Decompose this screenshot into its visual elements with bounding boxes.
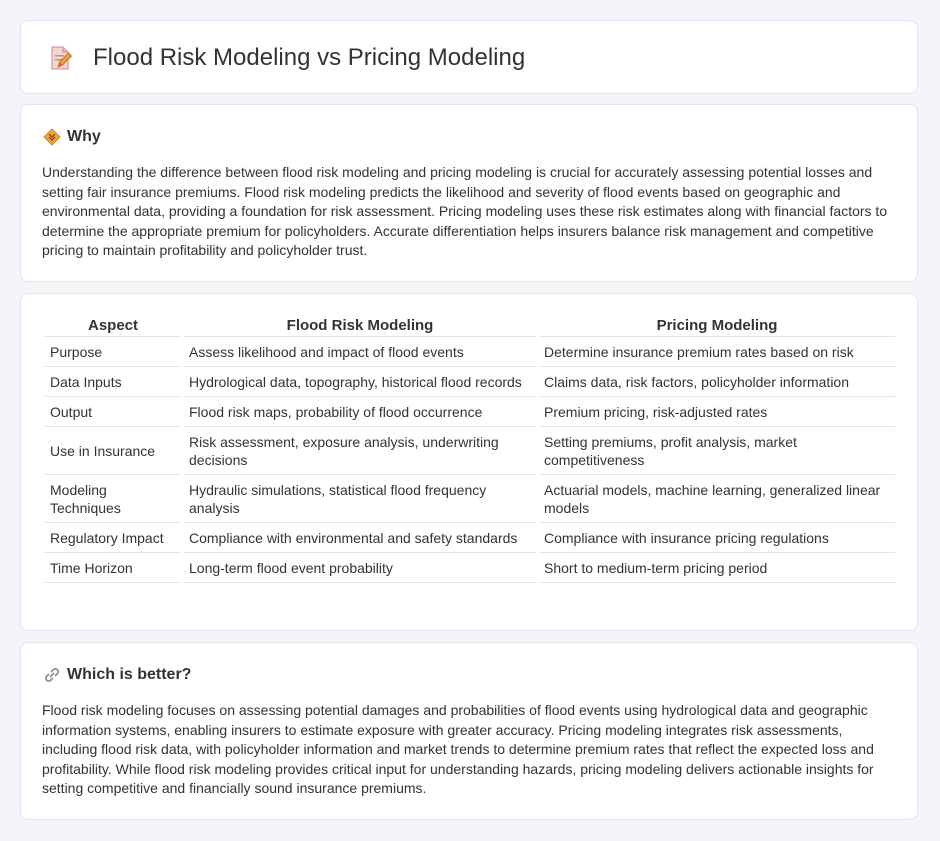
table-cell: Flood risk maps, probability of flood occurrence	[184, 397, 536, 427]
diamond-warning-icon	[43, 128, 61, 146]
table-cell: Hydraulic simulations, statistical flood frequency analysis	[184, 475, 536, 523]
column-header: Aspect	[45, 316, 181, 337]
table-row	[45, 475, 895, 523]
better-heading	[43, 665, 191, 685]
table-cell: Compliance with environmental and safety standards	[184, 523, 536, 553]
table-cell: Use in Insurance	[45, 427, 181, 475]
why-title: Why	[67, 128, 101, 145]
table-row	[45, 553, 895, 583]
header-card	[20, 20, 918, 94]
edit-document-icon	[47, 45, 73, 71]
table-header-row	[45, 316, 895, 337]
page-title: Flood Risk Modeling vs Pricing Modeling	[93, 44, 526, 71]
table-cell: Output	[45, 397, 181, 427]
column-header: Flood Risk Modeling	[184, 316, 536, 337]
table-row	[45, 523, 895, 553]
comparison-section	[20, 293, 918, 631]
table-cell: Regulatory Impact	[45, 523, 181, 553]
column-header: Pricing Modeling	[539, 316, 895, 337]
table-cell: Compliance with insurance pricing regulations	[539, 523, 895, 553]
comparison-table	[42, 316, 898, 583]
table-row	[45, 337, 895, 367]
table-cell: Determine insurance premium rates based on risk	[539, 337, 895, 367]
table-cell: Setting premiums, profit analysis, market competitiveness	[539, 427, 895, 475]
link-icon	[43, 666, 61, 684]
table-cell: Risk assessment, exposure analysis, underwriting decisions	[184, 427, 536, 475]
title-wrap	[47, 43, 525, 73]
table-row	[45, 427, 895, 475]
table-cell: Short to medium-term pricing period	[539, 553, 895, 583]
better-title: Which is better?	[67, 666, 192, 683]
table-cell: Hydrological data, topography, historical flood records	[184, 367, 536, 397]
table-cell: Time Horizon	[45, 553, 181, 583]
table-cell: Modeling Techniques	[45, 475, 181, 523]
which-is-better-section	[20, 642, 918, 820]
table-cell: Premium pricing, risk-adjusted rates	[539, 397, 895, 427]
table-cell: Long-term flood event probability	[184, 553, 536, 583]
table-cell: Actuarial models, machine learning, generalized linear models	[539, 475, 895, 523]
why-heading	[43, 127, 101, 147]
table-cell: Data Inputs	[45, 367, 181, 397]
table-row	[45, 397, 895, 427]
table-row	[45, 367, 895, 397]
why-section	[20, 104, 918, 282]
table-cell: Assess likelihood and impact of flood events	[184, 337, 536, 367]
table-cell: Purpose	[45, 337, 181, 367]
why-text: Understanding the difference between flood risk modeling and pricing modeling is crucial for accurately assessing potential losses and setting fair insurance premiums. Flood risk modeling predicts the likelihood and severity of flood events based on geographic and environmental data, providing a foundation for risk assessment. Pricing modeling uses these risk estimates along with financial factors to determine the appropriate premium for policyholders. Accurate differentiation helps insurers balance risk management and competitive pricing to maintain profitability and policyholder trust.	[42, 164, 888, 259]
table-cell: Claims data, risk factors, policyholder information	[539, 367, 895, 397]
better-text: Flood risk modeling focuses on assessing potential damages and probabilities of flood events using hydrological data and geographic information systems, enabling insurers to estimate exposure with greater accuracy. Pricing modeling integrates risk assessments, including flood risk data, with policyholder information and market trends to determine premium rates that reflect the expected loss and profitability. While flood risk modeling provides critical input for understanding hazards, pricing modeling delivers actionable insights for setting competitive and financially sound insurance premiums.	[42, 702, 874, 797]
